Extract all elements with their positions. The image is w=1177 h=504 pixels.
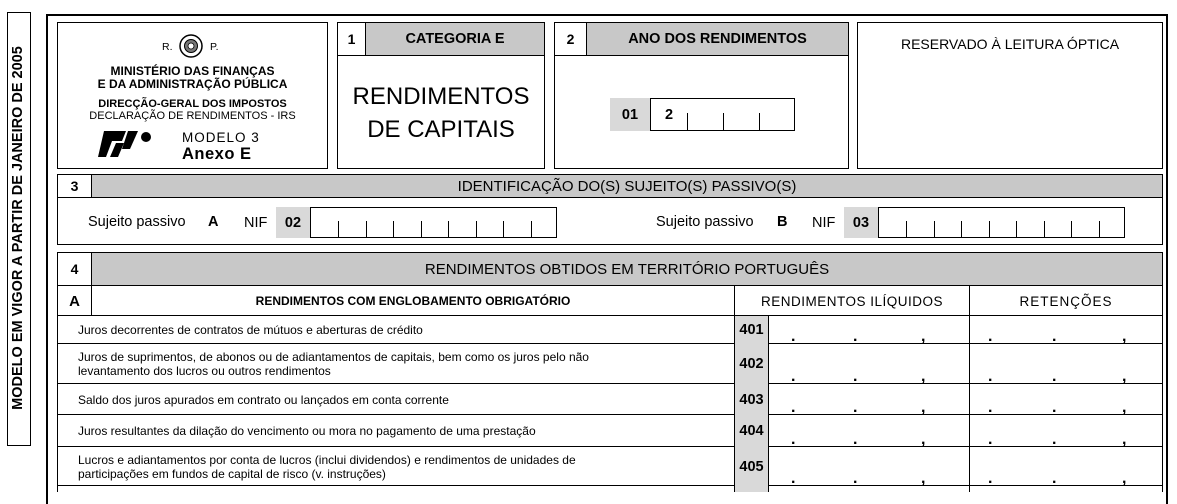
box1-number: 1 [338, 23, 366, 56]
gross-income-input[interactable] [768, 344, 969, 384]
republic-emblem [158, 33, 228, 59]
subject-b-label: Sujeito passivo [656, 214, 754, 230]
amount-separator: . [1052, 328, 1057, 345]
section4-number: 4 [58, 253, 92, 285]
gross-income-input[interactable] [768, 447, 969, 486]
reserved-box [857, 22, 1163, 169]
digit-sep [961, 221, 962, 237]
digit-sep [503, 221, 504, 237]
gross-income-input[interactable] [768, 384, 969, 415]
section4-header [57, 252, 1163, 286]
amount-separator: . [1052, 368, 1057, 385]
digit-sep [723, 113, 724, 130]
side-label: MODELO EM VIGOR A PARTIR DE JANEIRO DE 2005 [10, 46, 26, 410]
amount-separator: . [853, 399, 858, 416]
row-text-line1: Juros decorrentes de contratos de mútuos e aberturas de crédito [78, 323, 423, 337]
category-box [337, 22, 545, 169]
amount-separator: . [791, 470, 796, 487]
amount-separator: . [853, 328, 858, 345]
model-label: MODELO 3 [182, 130, 260, 145]
amount-separator: . [853, 431, 858, 448]
amount-separator: , [1122, 470, 1127, 487]
amount-separator: . [791, 399, 796, 416]
subject-b-letter: B [777, 214, 788, 230]
digit-sep [989, 221, 990, 237]
row-description [78, 316, 728, 344]
coat-of-arms-icon [178, 33, 204, 59]
amount-separator: . [988, 368, 993, 385]
row-description [78, 415, 728, 447]
year-field-code: 01 [610, 98, 650, 131]
section3-number: 3 [58, 175, 92, 198]
nif-a-label: NIF [244, 215, 268, 231]
amount-separator: , [921, 470, 926, 487]
withholding-input[interactable] [969, 384, 1162, 415]
row-description [78, 447, 728, 486]
withholding-input[interactable] [969, 415, 1162, 447]
amount-separator: , [921, 399, 926, 416]
income-year-box [554, 22, 849, 169]
section4-title: RENDIMENTOS OBTIDOS EM TERRITÓRIO PORTUGUÊS [92, 253, 1162, 285]
digit-sep [934, 221, 935, 237]
amount-separator: . [988, 431, 993, 448]
digit-sep [338, 221, 339, 237]
dgci-logo-icon [98, 127, 154, 161]
side-margin [0, 0, 36, 492]
amount-separator: . [791, 368, 796, 385]
row-code: 405 [734, 447, 768, 486]
digit-sep [906, 221, 907, 237]
withholding-input[interactable] [969, 316, 1162, 344]
digit-sep [366, 221, 367, 237]
ministry-box [57, 22, 328, 169]
nif-a-code: 02 [276, 207, 310, 238]
digit-sep [421, 221, 422, 237]
nif-b-code: 03 [844, 207, 878, 238]
row-code: 404 [734, 415, 768, 447]
ministry-line2: E DA ADMINISTRAÇÃO PÚBLICA [97, 77, 288, 91]
reserved-text: RESERVADO À LEITURA ÓPTICA [900, 36, 1120, 52]
subject-a-label: Sujeito passivo [88, 214, 186, 230]
box1-line1: RENDIMENTOS [352, 83, 530, 110]
row-description [78, 384, 728, 415]
col-withholdings: RETENÇÕES [969, 286, 1162, 316]
gross-income-input[interactable] [768, 415, 969, 447]
section3-title: IDENTIFICAÇÃO DO(S) SUJEITO(S) PASSIVO(S) [92, 175, 1162, 198]
amount-separator: , [1122, 399, 1127, 416]
digit-sep [393, 221, 394, 237]
subsection-title: RENDIMENTOS COM ENGLOBAMENTO OBRIGATÓRIO [255, 294, 571, 308]
year-input[interactable] [650, 98, 795, 131]
row-text-line1: Lucros e adiantamentos por conta de lucros (inclui dividendos) e rendimentos de unidades de [78, 452, 576, 467]
gross-income-input[interactable] [768, 316, 969, 344]
row-text-line1: Saldo dos juros apurados em contrato ou lançados em conta corrente [78, 392, 449, 407]
row-code: 403 [734, 384, 768, 415]
amount-separator: . [791, 328, 796, 345]
table-row-partial [734, 486, 1162, 492]
row-text-line2: participações em fundos de capital de risco (v. instruções) [78, 466, 386, 481]
amount-separator: , [1122, 328, 1127, 345]
amount-separator: . [791, 431, 796, 448]
digit-sep [759, 113, 760, 130]
row-description [78, 344, 728, 384]
table-row [58, 447, 1162, 486]
rp-right: P. [210, 41, 219, 53]
digit-sep [448, 221, 449, 237]
directorate: DIRECÇÃO-GERAL DOS IMPOSTOS [98, 98, 287, 110]
nif-b-label: NIF [812, 215, 836, 231]
table-row [58, 415, 1162, 447]
box1-line2: DE CAPITAIS [367, 116, 515, 143]
table-header-row [58, 286, 1162, 316]
table-row [58, 384, 1162, 415]
box2-number: 2 [555, 23, 587, 56]
col-gross-income: RENDIMENTOS ILÍQUIDOS [734, 286, 969, 316]
amount-separator: . [988, 399, 993, 416]
income-table [57, 286, 1163, 492]
withholding-input[interactable] [969, 447, 1162, 486]
nif-b-input[interactable] [878, 207, 1125, 238]
row-code: 402 [734, 344, 768, 384]
amount-separator: , [921, 328, 926, 345]
amount-separator: , [1122, 368, 1127, 385]
amount-separator: , [1122, 431, 1127, 448]
digit-sep [1099, 221, 1100, 237]
amount-separator: , [921, 431, 926, 448]
amount-separator: . [1052, 470, 1057, 487]
amount-separator: . [853, 368, 858, 385]
amount-separator: . [1052, 431, 1057, 448]
row-code: 401 [734, 316, 768, 344]
amount-separator: . [988, 328, 993, 345]
ministry-line1: MINISTÉRIO DAS FINANÇAS [110, 64, 275, 78]
subsection-letter: A [58, 286, 92, 316]
digit-sep [476, 221, 477, 237]
row-text-line2: levantamento dos lucros ou outros rendimentos [78, 364, 331, 378]
box1-title: CATEGORIA E [366, 23, 544, 56]
row-text-line1: Juros de suprimentos, de abonos ou de adiantamentos de capitais, bem como os juros pelo não [78, 350, 589, 364]
digit-sep [1071, 221, 1072, 237]
year-digit-1: 2 [664, 106, 674, 123]
digit-sep [1044, 221, 1045, 237]
digit-sep [531, 221, 532, 237]
annex-label: Anexo E [182, 145, 252, 163]
table-row [58, 316, 1162, 344]
nif-a-input[interactable] [310, 207, 557, 238]
digit-sep [687, 113, 688, 130]
subject-a-letter: A [208, 214, 219, 230]
row-text-line1: Juros resultantes da dilação do vencimento ou mora no pagamento de uma prestação [78, 424, 536, 438]
amount-separator: , [921, 368, 926, 385]
rp-left: R. [162, 41, 173, 53]
declaration-title: DECLARAÇÃO DE RENDIMENTOS - IRS [89, 110, 296, 122]
table-row [58, 344, 1162, 384]
amount-separator: . [988, 470, 993, 487]
withholding-input[interactable] [969, 344, 1162, 384]
digit-sep [1016, 221, 1017, 237]
amount-separator: . [1052, 399, 1057, 416]
box2-title: ANO DOS RENDIMENTOS [587, 23, 848, 56]
amount-separator: . [853, 470, 858, 487]
